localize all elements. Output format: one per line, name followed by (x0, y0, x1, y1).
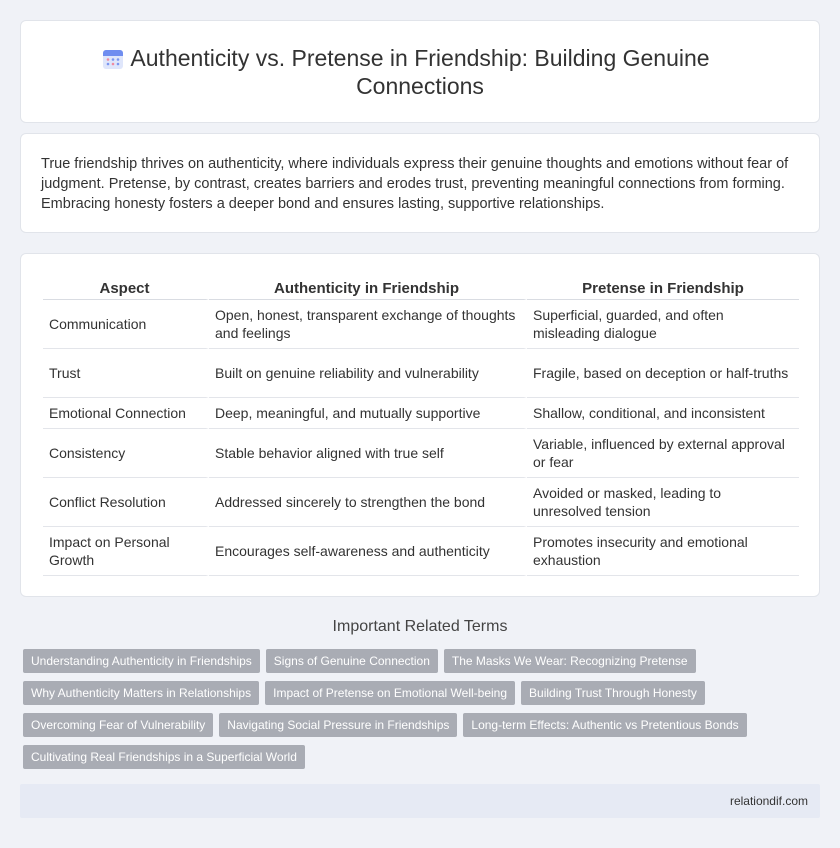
page-title: Authenticity vs. Pretense in Friendship: Building Genuine Connections (130, 44, 710, 99)
related-term-tag[interactable]: Understanding Authenticity in Friendships (23, 649, 260, 673)
aspect-cell: Impact on Personal Growth (43, 527, 209, 576)
table-row (43, 398, 799, 429)
table-row (43, 349, 799, 398)
related-terms-list (23, 649, 823, 769)
related-term-tag[interactable]: Long-term Effects: Authentic vs Pretentious Bonds (463, 713, 746, 737)
aspect-cell: Emotional Connection (43, 398, 209, 429)
related-term-tag[interactable]: Building Trust Through Honesty (521, 681, 705, 705)
authenticity-cell: Open, honest, transparent exchange of thoughts and feelings (209, 300, 527, 349)
table-row (43, 527, 799, 576)
header-pretense: Pretense in Friendship (527, 274, 799, 300)
table-row (43, 429, 799, 478)
table-row (43, 478, 799, 527)
aspect-cell: Consistency (43, 429, 209, 478)
footer (20, 784, 820, 818)
pretense-cell: Fragile, based on deception or half-truths (527, 349, 799, 398)
table-row (43, 300, 799, 349)
header-aspect: Aspect (43, 274, 209, 300)
authenticity-cell: Stable behavior aligned with true self (209, 429, 527, 478)
related-term-tag[interactable]: Why Authenticity Matters in Relationships (23, 681, 259, 705)
aspect-cell: Conflict Resolution (43, 478, 209, 527)
header-authenticity: Authenticity in Friendship (209, 274, 527, 300)
footer-site-link[interactable]: relationdif.com (729, 794, 808, 808)
authenticity-cell: Deep, meaningful, and mutually supportive (209, 398, 527, 429)
header-card (20, 20, 820, 123)
related-term-tag[interactable]: Impact of Pretense on Emotional Well-being (265, 681, 515, 705)
pretense-cell: Shallow, conditional, and inconsistent (527, 398, 799, 429)
table-header-row (43, 274, 799, 300)
authenticity-cell: Built on genuine reliability and vulnerability (209, 349, 527, 398)
authenticity-cell: Addressed sincerely to strengthen the bond (209, 478, 527, 527)
related-terms-title: Important Related Terms (332, 618, 508, 635)
related-term-tag[interactable]: Overcoming Fear of Vulnerability (23, 713, 213, 737)
related-term-tag[interactable]: Signs of Genuine Connection (266, 649, 438, 673)
pretense-cell: Avoided or masked, leading to unresolved tension (527, 478, 799, 527)
authenticity-cell: Encourages self-awareness and authenticity (209, 527, 527, 576)
aspect-cell: Trust (43, 349, 209, 398)
pretense-cell: Promotes insecurity and emotional exhaustion (527, 527, 799, 576)
related-term-tag[interactable]: Navigating Social Pressure in Friendships (219, 713, 457, 737)
comparison-card (20, 253, 820, 597)
related-term-tag[interactable]: Cultivating Real Friendships in a Superficial World (23, 745, 305, 769)
intro-paragraph: True friendship thrives on authenticity, where individuals express their genuine thoughts and emotions without fear of judgment. Pretense, by contrast, creates barriers and erodes trust, preventing meaningful connections from forming. Embracing honesty fosters a deeper bond and ensures lasting, supportive relationships. (41, 156, 789, 212)
pretense-cell: Variable, influenced by external approval or fear (527, 429, 799, 478)
pretense-cell: Superficial, guarded, and often misleading dialogue (527, 300, 799, 349)
comparison-table (43, 274, 799, 576)
related-term-tag[interactable]: The Masks We Wear: Recognizing Pretense (444, 649, 696, 673)
aspect-cell: Communication (43, 300, 209, 349)
intro-card (20, 133, 820, 233)
